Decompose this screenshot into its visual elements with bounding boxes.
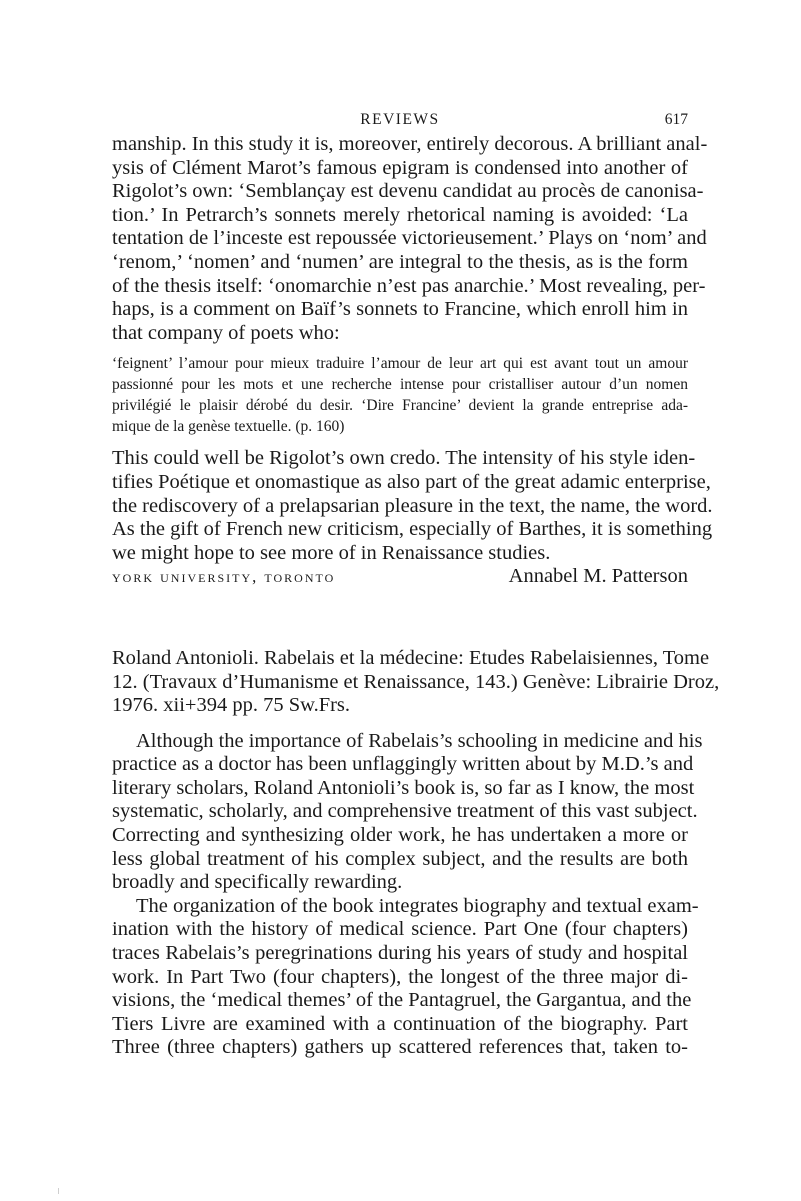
text-line: broadly and specifically rewarding.: [112, 871, 403, 894]
text-line: ination with the history of medical science. Part One (four chapters): [112, 918, 688, 941]
review-2-citation: [112, 646, 720, 718]
text-line: of the thesis itself: ‘onomarchie n’est pas anarchie.’ Most revealing, per-: [112, 274, 706, 297]
spacer: [112, 718, 688, 730]
reviewer-name: Annabel M. Patterson: [508, 565, 688, 588]
page-body: [112, 133, 720, 1060]
citation-line: 12. (Travaux d’Humanisme et Renaissance, 143.) Genève: Librairie Droz,: [112, 670, 720, 693]
quote-line: ‘feignent’ l’amour pour mieux traduire l’amour de leur art qui est avant tout un amour: [112, 355, 688, 373]
text-line: tifies Poétique et onomastique as also part of the great adamic enterprise,: [112, 470, 711, 493]
text-line: systematic, scholarly, and comprehensive treatment of this vast subject.: [112, 800, 698, 823]
text-line: less global treatment of his complex subject, and the results are both: [112, 847, 688, 870]
citation-line: Roland Antonioli. Rabelais et la médecine: Etudes Rabelaisiennes, Tome: [112, 646, 710, 669]
text-line: ‘renom,’ ‘nomen’ and ‘numen’ are integral to the thesis, as is the form: [112, 250, 688, 273]
review-2-paragraph-2: [112, 894, 699, 1060]
quote-line: privilégié le plaisir dérobé du desir. ‘Dire Francine’ devient la grande entreprise ada-: [112, 397, 688, 415]
text-line: traces Rabelais’s peregrinations during his years of study and hospital: [112, 942, 688, 965]
page-header: [112, 111, 688, 133]
review-2-paragraph-1: [112, 729, 703, 895]
running-head: REVIEWS: [360, 111, 440, 128]
text-line: haps, is a comment on Baïf’s sonnets to Francine, which enroll him in: [112, 298, 688, 321]
text-line: Tiers Livre are examined with a continuation of the biography. Part: [112, 1012, 688, 1035]
text-line: literary scholars, Roland Antonioli’s book is, so far as I know, the most: [112, 776, 695, 799]
text-line: Three (three chapters) gathers up scattered references that, taken to-: [112, 1036, 688, 1059]
block-quote: [112, 353, 688, 437]
section-gap: [112, 589, 688, 647]
text-line: Rigolot’s own: ‘Semblançay est devenu candidat au procès de canonisa-: [112, 180, 704, 203]
text-line: manship. In this study it is, moreover, entirely decorous. A brilliant anal-: [112, 133, 708, 155]
text-line: tentation de l’inceste est repoussée victorieusement.’ Plays on ‘nom’ and: [112, 227, 707, 250]
quote-line: mique de la genèse textuelle. (p. 160): [112, 418, 345, 436]
quote-line: passionné pour les mots et une recherche intense pour cristalliser autour d’un nomen: [112, 376, 688, 394]
margin-mark: [58, 1188, 59, 1194]
text-line: the rediscovery of a prelapsarian pleasure in the text, the name, the word.: [112, 494, 713, 517]
text-line: that company of poets who:: [112, 321, 340, 344]
text-line: As the gift of French new criticism, especially of Barthes, it is something: [112, 518, 713, 541]
page-number: 617: [664, 111, 688, 128]
text-line: Correcting and synthesizing older work, he has undertaken a more or: [112, 824, 688, 847]
text-line: visions, the ‘medical themes’ of the Pantagruel, the Gargantua, and the: [112, 989, 692, 1012]
text-line: tion.’ In Petrarch’s sonnets merely rhetorical naming is avoided: ‘La: [112, 203, 688, 226]
text-line: The organization of the book integrates biography and textual exam-: [136, 894, 699, 917]
review-1-continuation: [112, 133, 708, 345]
text-line: This could well be Rigolot’s own credo. The intensity of his style iden-: [112, 447, 696, 470]
text-line: ysis of Clément Marot’s famous epigram is condensed into another of: [112, 156, 688, 179]
reviewer-signature: [112, 565, 688, 589]
text-line: work. In Part Two (four chapters), the longest of the three major di-: [112, 965, 688, 988]
text-line: we might hope to see more of in Renaissance studies.: [112, 541, 551, 564]
text-line: practice as a doctor has been unflaggingly written about by M.D.’s and: [112, 753, 694, 776]
text-line: Although the importance of Rabelais’s schooling in medicine and his: [136, 729, 703, 752]
reviewer-affiliation: york university, toronto: [112, 567, 336, 587]
review-1-closing: [112, 447, 713, 565]
citation-line: 1976. xii+394 pp. 75 Sw.Frs.: [112, 694, 351, 717]
